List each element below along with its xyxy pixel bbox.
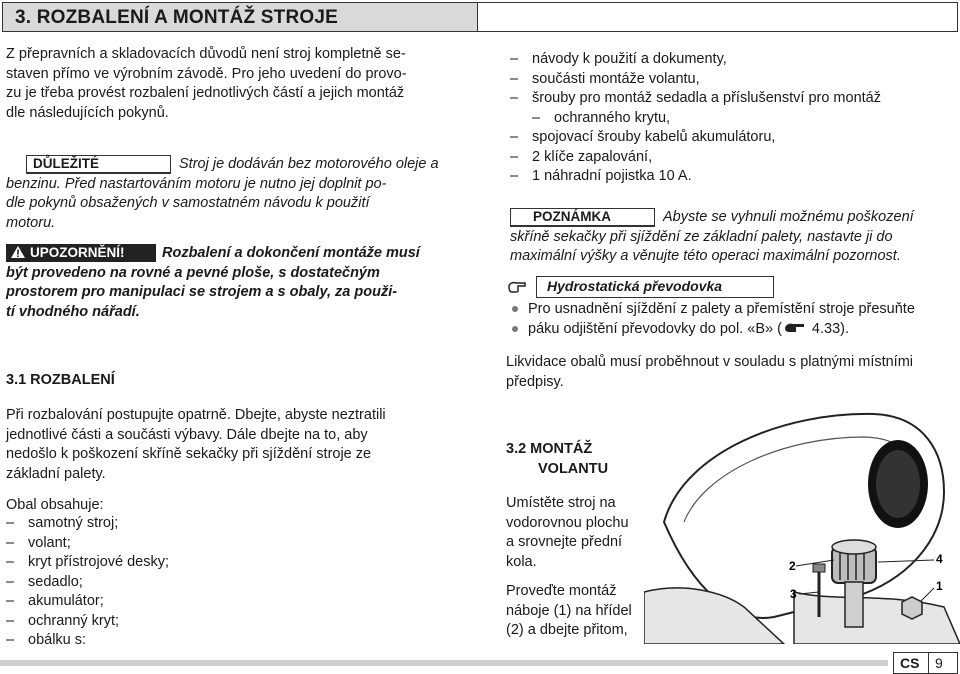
unpack-line: nedošlo k poškození skříně sekačky při sjíždění stroje ze — [6, 446, 372, 462]
envelope-list — [510, 50, 881, 187]
warning-note — [6, 244, 420, 322]
place-line: kola. — [506, 553, 537, 570]
list-item: – ochranný kryt; — [6, 612, 169, 632]
intro-paragraph — [6, 45, 407, 123]
intro-line: staven přímo ve výrobním závodě. Pro jeho uvedení do provo- — [6, 65, 407, 82]
mount-line: náboje (1) na hřídel — [506, 602, 632, 619]
warning-label: UPOZORNĚNÍ! — [30, 245, 125, 260]
hydro-line: páku odjištění převodovky do pol. «B» ( — [528, 320, 782, 337]
place-line: a srovnejte přední — [506, 534, 623, 550]
list-item: – volant; — [6, 534, 169, 554]
list-item: – návody k použití a dokumenty, — [510, 50, 881, 70]
reference-hand-icon — [784, 322, 806, 334]
callout-1: 1 — [936, 579, 943, 593]
warning-line: Rozbalení a dokončení montáže musí — [162, 245, 420, 261]
place-line: Umístěte stroj na — [506, 495, 616, 511]
important-line: benzinu. Před nastartováním motoru je nutno jej doplnit po- — [6, 175, 387, 192]
page-number: 9 — [935, 655, 943, 671]
callout-3: 3 — [790, 587, 797, 601]
section-3-2-line: 3.2 MONTÁŽ — [506, 441, 593, 457]
intro-line: dle následujících pokynů. — [6, 104, 169, 121]
language-code: CS — [900, 655, 920, 671]
bullet-icon — [512, 306, 518, 312]
hydro-paragraph — [512, 300, 915, 339]
list-item: – kryt přístrojové desky; — [6, 553, 169, 573]
footer-bar — [0, 660, 888, 666]
list-item: – sedadlo; — [6, 573, 169, 593]
disposal-line: Likvidace obalů musí proběhnout v souladu s platnými místními — [506, 354, 914, 370]
steering-hub-illustration — [644, 392, 960, 644]
page-number-divider — [928, 652, 929, 674]
note-label: POZNÁMKA — [510, 208, 655, 227]
callout-4: 4 — [936, 552, 943, 566]
section-3-2-heading — [506, 440, 608, 479]
important-note — [6, 155, 439, 233]
shaft-part — [845, 582, 863, 627]
place-line: vodorovnou plochu — [506, 514, 629, 531]
list-item: – samotný stroj; — [6, 514, 169, 534]
mount-paragraph — [506, 582, 632, 641]
warning-line: prostorem pro manipulaci se strojem a s obaly, za použi- — [6, 284, 398, 300]
list-item: – akumulátor; — [6, 592, 169, 612]
package-heading: Obal obsahuje: — [6, 497, 104, 513]
mount-line: (2) a dbejte přitom, — [506, 622, 628, 638]
package-list — [6, 514, 169, 651]
unpack-line: jednotlivé části a součásti výbavy. Dále dbejte na to, aby — [6, 426, 368, 443]
unpack-line: základní palety. — [6, 465, 106, 482]
hydro-line: 4.33). — [811, 320, 849, 337]
disposal-paragraph — [506, 353, 913, 392]
list-item: – šrouby pro montáž sedadla a příslušenství pro montáž — [510, 89, 881, 109]
warning-line: být provedeno na rovné a pevné ploše, s dostatečným — [6, 264, 380, 281]
note-line: Abyste se vyhnuli možnému poškození — [663, 209, 914, 225]
note-block — [510, 208, 914, 267]
unpack-line: Při rozbalování postupujte opatrně. Dbejte, abyste neztratili — [6, 407, 386, 423]
section-3-2-line: VOLANTU — [538, 460, 609, 477]
hydro-title: Hydrostatická převodovka — [547, 278, 723, 294]
list-item: – 2 klíče zapalování, — [510, 148, 881, 168]
hand-pointer-icon — [508, 280, 528, 294]
list-item: – součásti montáže volantu, — [510, 70, 881, 90]
important-label: DŮLEŽITÉ — [26, 155, 171, 174]
mount-line: Proveďte montáž — [506, 583, 617, 599]
important-line: dle pokynů obsažených v samostatném návodu k použití — [6, 195, 370, 211]
list-item-continued: – ochranného krytu, — [510, 109, 881, 129]
list-item: – spojovací šrouby kabelů akumulátoru, — [510, 128, 881, 148]
bullet-icon — [512, 326, 518, 332]
hydro-title-box — [536, 276, 774, 298]
important-line: Stroj je dodáván bez motorového oleje a — [179, 156, 439, 172]
list-item: – obálku s: — [6, 631, 169, 651]
note-line: skříně sekačky při sjíždění ze základní palety, nastavte ji do — [510, 228, 893, 245]
list-item: – 1 náhradní pojistka 10 A. — [510, 167, 881, 187]
note-line: maximální výšky a věnujte této operaci maximální pozornost. — [510, 248, 901, 264]
nut-part — [902, 597, 922, 619]
intro-line: Z přepravních a skladovacích důvodů není stroj kompletně se- — [6, 46, 406, 62]
place-paragraph — [506, 494, 629, 572]
warning-line: tí vhodného nářadí. — [6, 303, 140, 320]
warning-triangle-icon — [10, 245, 26, 259]
unpack-paragraph — [6, 406, 386, 484]
section-header-bar — [2, 2, 478, 32]
header-right-frame — [478, 2, 958, 32]
intro-line: zu je třeba provést rozbalení jednotlivých částí a jejich montáž — [6, 85, 405, 101]
section-3-1-heading: 3.1 ROZBALENÍ — [6, 372, 115, 388]
hydro-line: Pro usnadnění sjíždění z palety a přemístění stroje přesuňte — [528, 301, 915, 317]
callout-2: 2 — [789, 559, 796, 573]
disposal-line: předpisy. — [506, 373, 564, 390]
important-line: motoru. — [6, 214, 56, 231]
page-title: 3. ROZBALENÍ A MONTÁŽ STROJE — [15, 7, 338, 28]
warning-label-box — [6, 244, 156, 262]
